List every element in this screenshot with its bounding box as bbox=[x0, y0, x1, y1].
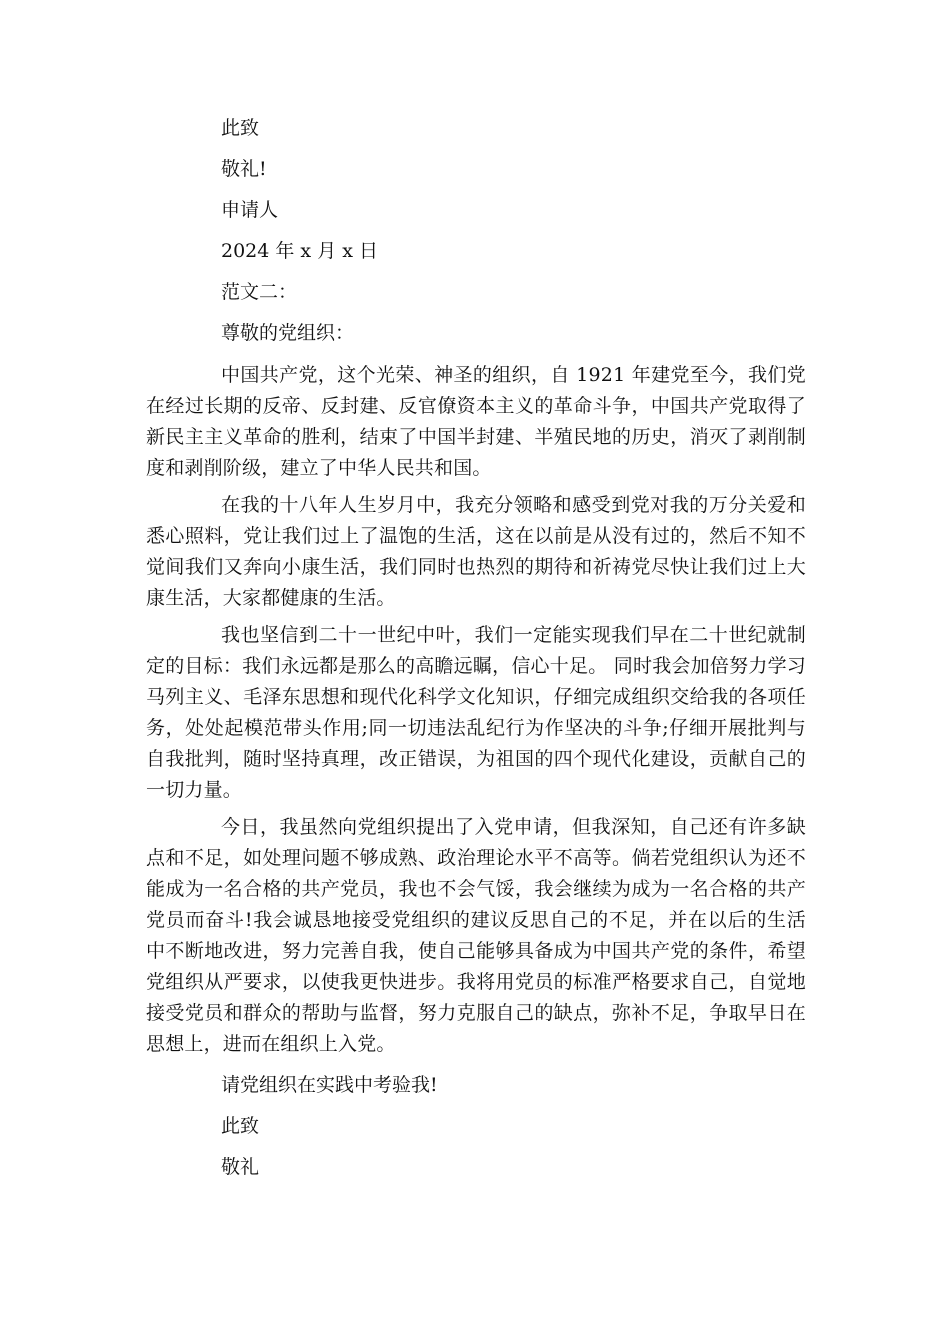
section-heading: 范文二： bbox=[221, 281, 298, 303]
applicant-label: 申请人 bbox=[221, 199, 279, 221]
greeting: 尊敬的党组织： bbox=[221, 322, 355, 344]
body-paragraph: 中国共产党，这个光荣、神圣的组织，自 1921 年建党至今，我们党在经过长期的反帝、反封建、反官僚资本主义的革命斗争，中国共产党取得了新民主主义革命的胜利，结束了中国半封建、半殖民地的历史，消灭了剥削制度和剥削阶级，建立了中华人民共和国。 bbox=[146, 364, 806, 479]
closing-respect-2: 敬礼 bbox=[221, 1156, 260, 1178]
body-paragraph: 我也坚信到二十一世纪中叶，我们一定能实现我们早在二十世纪就制定的目标：我们永远都是那么的高瞻远瞩，信心十足。 同时我会加倍努力学习马列主义、毛泽东思想和现代化科学文化知识，仔细完成组织交给我的各项任务，处处起模范带头作用;同一切违法乱纪行为作坚决的斗争;仔细开展批判与自我批判，随时坚持真理，改正错误，为祖国的四个现代化建设，贡献自己的一切力量。 bbox=[146, 624, 806, 801]
date-line: 2024 年 x 月 x 日 bbox=[221, 240, 378, 262]
request-line: 请党组织在实践中考验我! bbox=[221, 1074, 438, 1096]
body-paragraph: 在我的十八年人生岁月中，我充分领略和感受到党对我的万分关爱和悉心照料，党让我们过上了温饱的生活，这在以前是从没有过的，然后不知不觉间我们又奔向小康生活，我们同时也热烈的期待和祈祷党尽快让我们过上大康生活，大家都健康的生活。 bbox=[146, 494, 806, 609]
closing-salutation-2: 此致 bbox=[221, 1115, 260, 1137]
closing-respect: 敬礼! bbox=[221, 158, 267, 180]
letter-body bbox=[146, 108, 806, 1188]
body-paragraph: 今日，我虽然向党组织提出了入党申请，但我深知，自己还有许多缺点和不足，如处理问题不够成熟、政治理论水平不高等。倘若党组织认为还不能成为一名合格的共产党员，我也不会气馁，我会继续为成为一名合格的共产党员而奋斗!我会诚恳地接受党组织的建议反思自己的不足，并在以后的生活中不断地改进，努力完善自我，使自己能够具备成为中国共产党的条件，希望党组织从严要求，以使我更快进步。我将用党员的标准严格要求自己，自觉地接受党员和群众的帮助与监督，努力克服自己的缺点，弥补不足，争取早日在思想上，进而在组织上入党。 bbox=[146, 816, 806, 1055]
closing-salutation: 此致 bbox=[221, 117, 260, 139]
